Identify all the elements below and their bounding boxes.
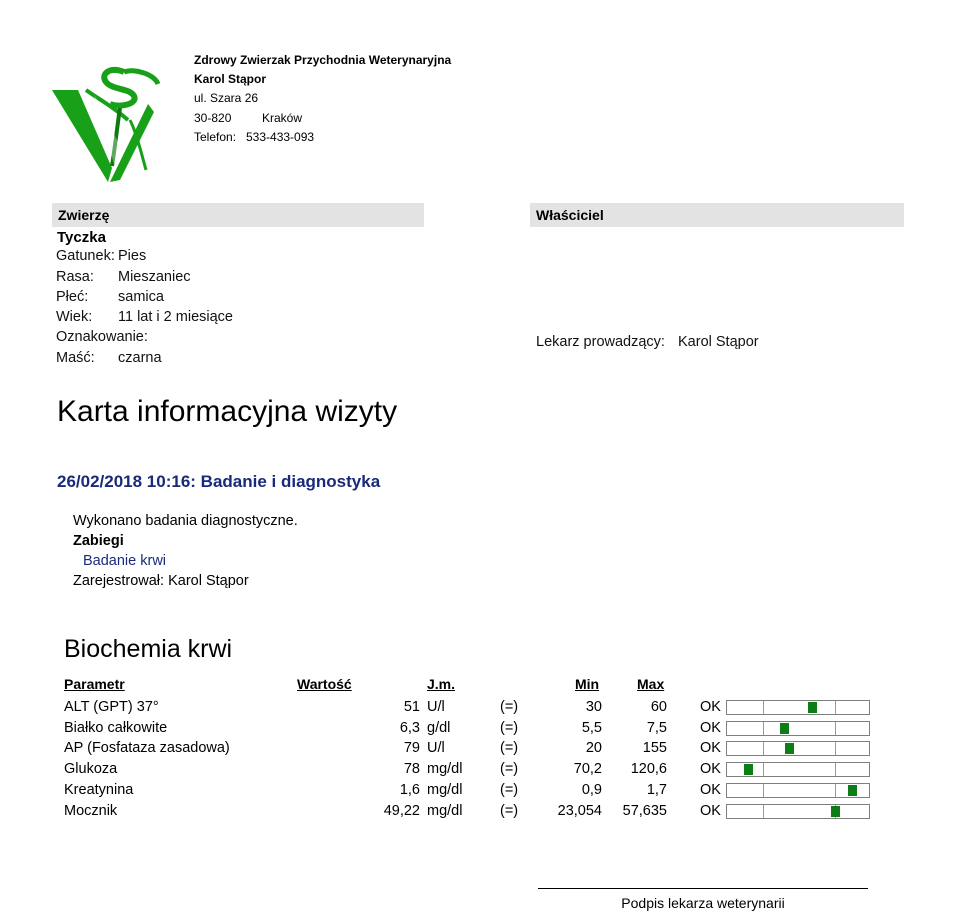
row-min: 70,2 — [573, 761, 602, 777]
registered-by: Zarejestrował: Karol Stąpor — [73, 573, 249, 589]
clinic-city: Kraków — [262, 111, 303, 125]
procedure-item[interactable]: Badanie krwi — [83, 553, 167, 569]
row-flag: (=) — [500, 699, 519, 715]
visit-description: Wykonano badania diagnostyczne. — [73, 513, 298, 529]
row-flag: (=) — [500, 803, 519, 819]
veterinary-logo-icon — [50, 60, 160, 185]
row-status: OK — [700, 803, 721, 819]
row-value: 6,3 — [399, 720, 420, 736]
clinic-doctor: Karol Stąpor — [194, 72, 267, 86]
animal-section-header: Zwierzę — [52, 203, 424, 227]
row-min: 23,054 — [557, 803, 602, 819]
row-parameter: AP (Fosfataza zasadowa) — [64, 740, 230, 756]
row-parameter: Kreatynina — [64, 782, 134, 798]
row-flag: (=) — [500, 720, 519, 736]
range-gauge-marker — [848, 785, 857, 796]
row-unit: mg/dl — [427, 803, 463, 819]
clinic-street: ul. Szara 26 — [194, 91, 259, 105]
document-title: Karta informacyjna wizyty — [57, 395, 398, 428]
row-status: OK — [700, 782, 721, 798]
row-value: 49,22 — [383, 803, 420, 819]
header-max: Max — [637, 676, 665, 692]
row-parameter: ALT (GPT) 37° — [64, 699, 159, 715]
row-value: 78 — [403, 761, 420, 777]
row-parameter: Glukoza — [64, 761, 118, 777]
range-gauge — [726, 700, 870, 715]
range-gauge-marker — [744, 764, 753, 775]
biochemistry-title: Biochemia krwi — [64, 635, 233, 663]
range-gauge — [726, 783, 870, 798]
row-max: 57,635 — [622, 803, 667, 819]
coat-color-value: czarna — [118, 350, 162, 366]
owner-section-header: Właściciel — [530, 203, 904, 227]
range-gauge — [726, 721, 870, 736]
range-gauge — [726, 741, 870, 756]
row-value: 79 — [403, 740, 420, 756]
row-unit: g/dl — [427, 720, 451, 736]
row-max: 60 — [650, 699, 667, 715]
clinic-phone-label: Telefon: — [194, 130, 237, 144]
row-max: 155 — [642, 740, 667, 756]
row-unit: mg/dl — [427, 761, 463, 777]
attending-doctor-label: Lekarz prowadzący: — [536, 334, 665, 350]
row-value: 1,6 — [399, 782, 420, 798]
header-parameter: Parametr — [64, 676, 125, 692]
marking-label: Oznakowanie: — [56, 329, 148, 345]
procedures-label: Zabiegi — [73, 533, 124, 549]
row-value: 51 — [403, 699, 420, 715]
row-max: 1,7 — [646, 782, 667, 798]
signature-line — [538, 888, 868, 889]
row-min: 5,5 — [581, 720, 602, 736]
coat-color-label: Maść: — [56, 350, 95, 366]
row-status: OK — [700, 699, 721, 715]
header-min: Min — [575, 676, 600, 692]
row-min: 20 — [585, 740, 602, 756]
row-flag: (=) — [500, 761, 519, 777]
range-gauge-marker — [780, 723, 789, 734]
range-gauge — [726, 762, 870, 777]
signature-label: Podpis lekarza weterynarii — [621, 895, 785, 911]
range-gauge-marker — [785, 743, 794, 754]
sex-value: samica — [118, 289, 164, 305]
row-max: 7,5 — [646, 720, 667, 736]
sex-label: Płeć: — [56, 289, 89, 305]
row-min: 30 — [585, 699, 602, 715]
breed-value: Mieszaniec — [118, 269, 191, 285]
species-value: Pies — [118, 248, 147, 264]
animal-name: Tyczka — [57, 229, 106, 246]
row-status: OK — [700, 720, 721, 736]
row-flag: (=) — [500, 740, 519, 756]
row-min: 0,9 — [581, 782, 602, 798]
clinic-postal-code: 30-820 — [194, 111, 232, 125]
row-unit: U/l — [427, 699, 445, 715]
clinic-name: Zdrowy Zwierzak Przychodnia Weterynaryjna — [194, 53, 452, 67]
range-gauge-marker — [831, 806, 840, 817]
header-value: Wartość — [297, 676, 352, 692]
header-unit: J.m. — [427, 676, 456, 692]
row-parameter: Białko całkowite — [64, 720, 168, 736]
row-max: 120,6 — [630, 761, 667, 777]
row-unit: mg/dl — [427, 782, 463, 798]
attending-doctor-name: Karol Stąpor — [678, 334, 759, 350]
row-status: OK — [700, 740, 721, 756]
row-flag: (=) — [500, 782, 519, 798]
range-gauge — [726, 804, 870, 819]
range-gauge-marker — [808, 702, 817, 713]
species-label: Gatunek: — [56, 248, 115, 264]
row-unit: U/l — [427, 740, 445, 756]
visit-heading: 26/02/2018 10:16: Badanie i diagnostyka — [57, 472, 381, 491]
row-status: OK — [700, 761, 721, 777]
age-value: 11 lat i 2 miesiące — [118, 309, 233, 325]
breed-label: Rasa: — [56, 269, 94, 285]
age-label: Wiek: — [56, 309, 93, 325]
row-parameter: Mocznik — [64, 803, 118, 819]
clinic-phone: 533-433-093 — [246, 130, 315, 144]
